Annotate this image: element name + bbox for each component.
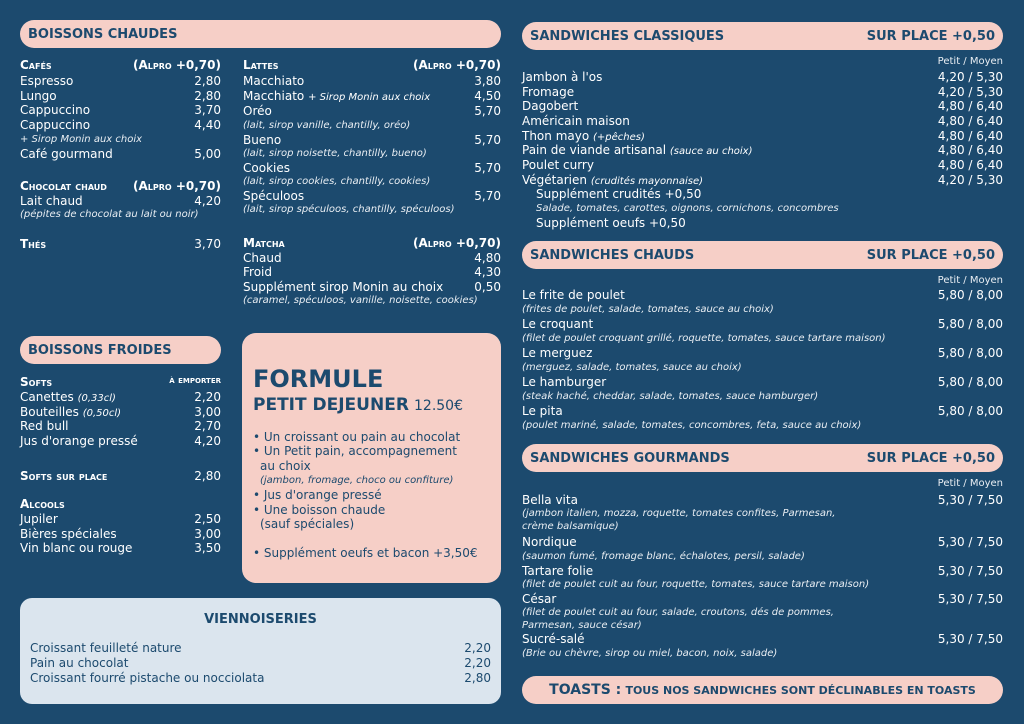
item-price: 4,80 / 6,40 (937, 99, 1003, 113)
softs-label: Softs (20, 375, 53, 389)
menu-item (522, 346, 1003, 360)
supplement-crudites: Supplément crudités +0,50 (536, 187, 702, 201)
menu-item (522, 288, 1003, 302)
item-name: Pain de viande artisanal (522, 143, 667, 157)
menu-item (20, 419, 221, 433)
item-name: Nordique (522, 535, 577, 549)
item-name: Jambon à l'os (522, 70, 603, 84)
menu-item (243, 189, 501, 203)
alcools-label: Alcools (20, 497, 65, 511)
item-price: 2,80 (194, 74, 221, 88)
sandwiches-chauds-header (522, 241, 1003, 269)
item-price: 2,80 (194, 89, 221, 103)
item-description-cont: Parmesan, sauce césar) (522, 620, 642, 631)
item-price: 5,80 / 8,00 (937, 317, 1003, 331)
menu-item (243, 104, 501, 118)
menu-item (243, 161, 501, 175)
item-description: (steak haché, cheddar, salade, tomates, sauce hamburger) (522, 391, 819, 402)
item-price: 3,80 (474, 74, 501, 88)
item-name: Américain maison (522, 114, 630, 128)
menu-item (522, 99, 1003, 115)
size-header: Petit / Moyen (937, 275, 1003, 286)
item-price: 2,20 (464, 641, 491, 655)
section-title: SANDWICHES CHAUDS (530, 248, 695, 263)
chocolat-label: Chocolat chaud (20, 179, 107, 193)
section-title: SANDWICHES GOURMANDS (530, 451, 730, 466)
menu-item (20, 147, 221, 161)
formule-line: • Une boisson chaude (253, 503, 386, 517)
item-name: Thon mayo (522, 129, 590, 143)
menu-item (243, 251, 501, 265)
alpro-note: (Alpro +0,70) (132, 58, 221, 72)
item-description: (lait, sirop vanille, chantilly, oréo) (243, 120, 411, 131)
menu-item (30, 656, 491, 670)
chocolat-heading (20, 179, 221, 193)
menu-item (20, 74, 221, 88)
item-name: Vin blanc ou rouge (20, 541, 133, 555)
item-name: Supplément sirop Monin au choix (243, 280, 444, 294)
item-price: 5,80 / 8,00 (937, 288, 1003, 302)
item-name: Croissant feuilleté nature (30, 641, 182, 655)
item-price: 3,50 (194, 541, 221, 555)
lattes-label: Lattes (243, 58, 279, 72)
alcools-heading (20, 497, 221, 511)
item-name: Red bull (20, 419, 69, 433)
formule-title: FORMULE (253, 365, 384, 393)
size-header: Petit / Moyen (937, 478, 1003, 489)
item-name: Macchiato (243, 89, 305, 103)
formule-petit-dejeuner-box (242, 333, 501, 583)
formule-line: • Supplément oeufs et bacon +3,50€ (253, 546, 478, 560)
menu-item (522, 70, 1003, 86)
menu-item (522, 114, 1003, 130)
item-price: 2,80 (194, 469, 221, 483)
item-name: Cappuccino (20, 103, 91, 117)
formule-line: (sauf spéciales) (260, 517, 355, 531)
item-description: (filet de poulet cuit au four, roquette, tomates, sauce tartare maison) (522, 579, 870, 590)
item-price: 5,80 / 8,00 (937, 375, 1003, 389)
alpro-note: (Alpro +0,70) (412, 58, 501, 72)
item-price: 4,80 / 6,40 (937, 143, 1003, 157)
viennoiseries-box (20, 598, 501, 704)
item-volume: (0,50cl) (82, 408, 122, 419)
item-price: 4,80 / 6,40 (937, 114, 1003, 128)
menu-item (20, 103, 221, 117)
alpro-note: (Alpro +0,70) (412, 236, 501, 250)
item-name: Macchiato (243, 74, 305, 88)
cafes-label: Cafés (20, 58, 52, 72)
item-price: 4,50 (474, 89, 501, 103)
menu-item (243, 74, 501, 88)
section-title: BOISSONS CHAUDES (28, 27, 178, 42)
item-price: 2,20 (464, 656, 491, 670)
item-name: Croissant fourré pistache ou nocciolata (30, 671, 265, 685)
item-price: 5,30 / 7,50 (937, 632, 1003, 646)
item-name: Pain au chocolat (30, 656, 129, 670)
item-price: 3,00 (194, 527, 221, 541)
item-price: 4,80 / 6,40 (937, 129, 1003, 143)
sandwiches-classiques-header (522, 22, 1003, 50)
supplement-crudites-detail: Salade, tomates, carottes, oignons, cornichons, concombres (536, 203, 839, 214)
item-name: Bouteilles (20, 405, 79, 419)
softs-sur-place-heading (20, 469, 221, 483)
formule-line: • Un croissant ou pain au chocolat (253, 430, 461, 444)
menu-item (243, 280, 501, 294)
menu-item (243, 133, 501, 147)
item-price: 5,30 / 7,50 (937, 535, 1003, 549)
item-description: (lait, sirop spéculoos, chantilly, spéculoos) (243, 204, 455, 215)
item-price: 4,80 (474, 251, 501, 265)
menu-item (20, 118, 221, 132)
item-price: 5,70 (474, 104, 501, 118)
sur-place-supplement: SUR PLACE +0,50 (866, 248, 995, 263)
item-description: (caramel, spéculoos, vanille, noisette, cookies) (243, 295, 478, 306)
item-price: 5,30 / 7,50 (937, 592, 1003, 606)
item-name: Le frite de poulet (522, 288, 625, 302)
item-description: (saumon fumé, fromage blanc, échalotes, persil, salade) (522, 551, 805, 562)
menu-item (522, 564, 1003, 578)
item-name: Canettes (20, 390, 74, 404)
item-name: Lungo (20, 89, 57, 103)
item-description: (+pêches) (593, 132, 645, 143)
formule-line: (jambon, fromage, choco ou confiture) (260, 475, 454, 486)
item-price: 4,20 / 5,30 (937, 173, 1003, 187)
menu-item (30, 671, 491, 685)
menu-item (20, 434, 221, 448)
toasts-label: TOASTS : (549, 682, 622, 698)
boissons-chaudes-header (20, 20, 501, 48)
item-name: Sucré-salé (522, 632, 585, 646)
item-name: César (522, 592, 557, 606)
item-name: Bières spéciales (20, 527, 117, 541)
item-name: Cookies (243, 161, 290, 175)
item-description: (poulet mariné, salade, tomates, concombres, feta, sauce au choix) (522, 420, 862, 431)
item-price: 5,70 (474, 133, 501, 147)
a-emporter-note: à emporter (169, 375, 221, 386)
item-price: 4,80 / 6,40 (937, 158, 1003, 172)
item-name: Poulet curry (522, 158, 594, 172)
formule-line: • Un Petit pain, accompagnement (253, 444, 457, 458)
item-description: (filet de poulet croquant grillé, roquette, tomates, sauce tartare maison) (522, 333, 886, 344)
menu-item (20, 194, 221, 208)
item-price: 4,30 (474, 265, 501, 279)
item-name: Bueno (243, 133, 282, 147)
item-price: 3,00 (194, 405, 221, 419)
toasts-banner (522, 676, 1003, 704)
menu-item (522, 375, 1003, 389)
item-description: (merguez, salade, tomates, sauce au choix) (522, 362, 742, 373)
item-price: 5,70 (474, 189, 501, 203)
sur-place-supplement: SUR PLACE +0,50 (866, 29, 995, 44)
item-price: 5,30 / 7,50 (937, 493, 1003, 507)
menu-item (20, 390, 221, 406)
item-name: Tartare folie (522, 564, 594, 578)
section-title: VIENNOISERIES (204, 612, 317, 627)
item-name: Le pita (522, 404, 563, 418)
item-extra: + Sirop Monin aux choix (308, 92, 431, 103)
thes-heading (20, 237, 221, 251)
menu-item (20, 527, 221, 541)
item-price: 2,80 (464, 671, 491, 685)
item-name: Le hamburger (522, 375, 607, 389)
item-description: + Sirop Monin aux choix (20, 134, 143, 145)
item-description: (lait, sirop noisette, chantilly, bueno) (243, 148, 427, 159)
section-title: SANDWICHES CLASSIQUES (530, 29, 725, 44)
menu-item (243, 89, 501, 105)
item-price: 5,70 (474, 161, 501, 175)
item-description: (lait, sirop cookies, chantilly, cookies) (243, 176, 431, 187)
item-name: Cappuccino (20, 118, 91, 132)
item-name: Espresso (20, 74, 74, 88)
matcha-label: Matcha (243, 236, 285, 250)
item-price: 3,70 (194, 237, 221, 251)
menu-item (522, 632, 1003, 646)
item-price: 4,20 / 5,30 (937, 85, 1003, 99)
item-name: Lait chaud (20, 194, 83, 208)
boissons-froides-header (20, 336, 221, 364)
formule-subtitle-text: PETIT DEJEUNER (253, 395, 409, 415)
item-name: Bella vita (522, 493, 578, 507)
menu-item (522, 493, 1003, 507)
item-price: 2,20 (194, 390, 221, 404)
item-price: 4,20 (194, 434, 221, 448)
size-header: Petit / Moyen (937, 56, 1003, 67)
item-name: Le merguez (522, 346, 593, 360)
sur-place-supplement: SUR PLACE +0,50 (866, 451, 995, 466)
menu-item (522, 143, 1003, 159)
formule-line: • Jus d'orange pressé (253, 488, 382, 502)
item-price: 2,50 (194, 512, 221, 526)
softs-heading (20, 375, 221, 389)
menu-item (243, 265, 501, 279)
formule-line: au choix (260, 459, 311, 473)
item-price: 2,70 (194, 419, 221, 433)
lattes-heading (243, 58, 501, 72)
item-price: 4,40 (194, 118, 221, 132)
item-description: (filet de poulet cuit au four, salade, croutons, dés de pommes, (522, 607, 834, 618)
menu-item (30, 641, 491, 655)
menu-item (522, 158, 1003, 174)
formule-subtitle (253, 395, 463, 415)
item-name: Dagobert (522, 99, 579, 113)
sandwiches-gourmands-header (522, 444, 1003, 472)
item-volume: (0,33cl) (77, 393, 116, 404)
item-name: Le croquant (522, 317, 594, 331)
softs-sur-place-label: Softs sur place (20, 469, 108, 483)
item-price: 3,70 (194, 103, 221, 117)
menu-item (20, 512, 221, 526)
section-title: BOISSONS FROIDES (28, 343, 172, 358)
menu-item (20, 89, 221, 103)
item-description: (sauce au choix) (669, 146, 753, 157)
matcha-heading (243, 236, 501, 250)
alpro-note: (Alpro +0,70) (132, 179, 221, 193)
item-price: 4,20 / 5,30 (937, 70, 1003, 84)
menu-item (522, 317, 1003, 331)
item-name: Jus d'orange pressé (20, 434, 138, 448)
menu-item (522, 404, 1003, 418)
item-name: Jupiler (20, 512, 58, 526)
item-description: (jambon italien, mozza, roquette, tomates confites, Parmesan, (522, 508, 836, 519)
item-description: (frites de poulet, salade, tomates, sauce au choix) (522, 304, 774, 315)
item-price: 5,80 / 8,00 (937, 346, 1003, 360)
item-name: Végétarien (522, 173, 587, 187)
formule-price: 12.50€ (414, 398, 463, 414)
item-name: Spéculoos (243, 189, 305, 203)
menu-item (20, 541, 221, 555)
item-name: Fromage (522, 85, 575, 99)
item-description: (crudités mayonnaise) (590, 176, 703, 187)
item-description-cont: crème balsamique) (522, 521, 619, 532)
item-name: Chaud (243, 251, 282, 265)
toasts-text: TOUS NOS SANDWICHES SONT DÉCLINABLES EN TOASTS (625, 684, 976, 697)
item-price: 5,30 / 7,50 (937, 564, 1003, 578)
item-name: Oréo (243, 104, 272, 118)
thes-label: Thés (20, 237, 47, 251)
menu-item (522, 592, 1003, 606)
supplement-oeufs: Supplément oeufs +0,50 (536, 216, 686, 230)
item-price: 5,80 / 8,00 (937, 404, 1003, 418)
item-description: (pépites de chocolat au lait ou noir) (20, 209, 199, 220)
item-price: 4,20 (194, 194, 221, 208)
item-price: 5,00 (194, 147, 221, 161)
item-price: 0,50 (474, 280, 501, 294)
menu-item (522, 535, 1003, 549)
cafes-heading (20, 58, 221, 72)
item-description: (Brie ou chèvre, sirop ou miel, bacon, noix, salade) (522, 648, 778, 659)
item-name: Café gourmand (20, 147, 113, 161)
item-name: Froid (243, 265, 272, 279)
